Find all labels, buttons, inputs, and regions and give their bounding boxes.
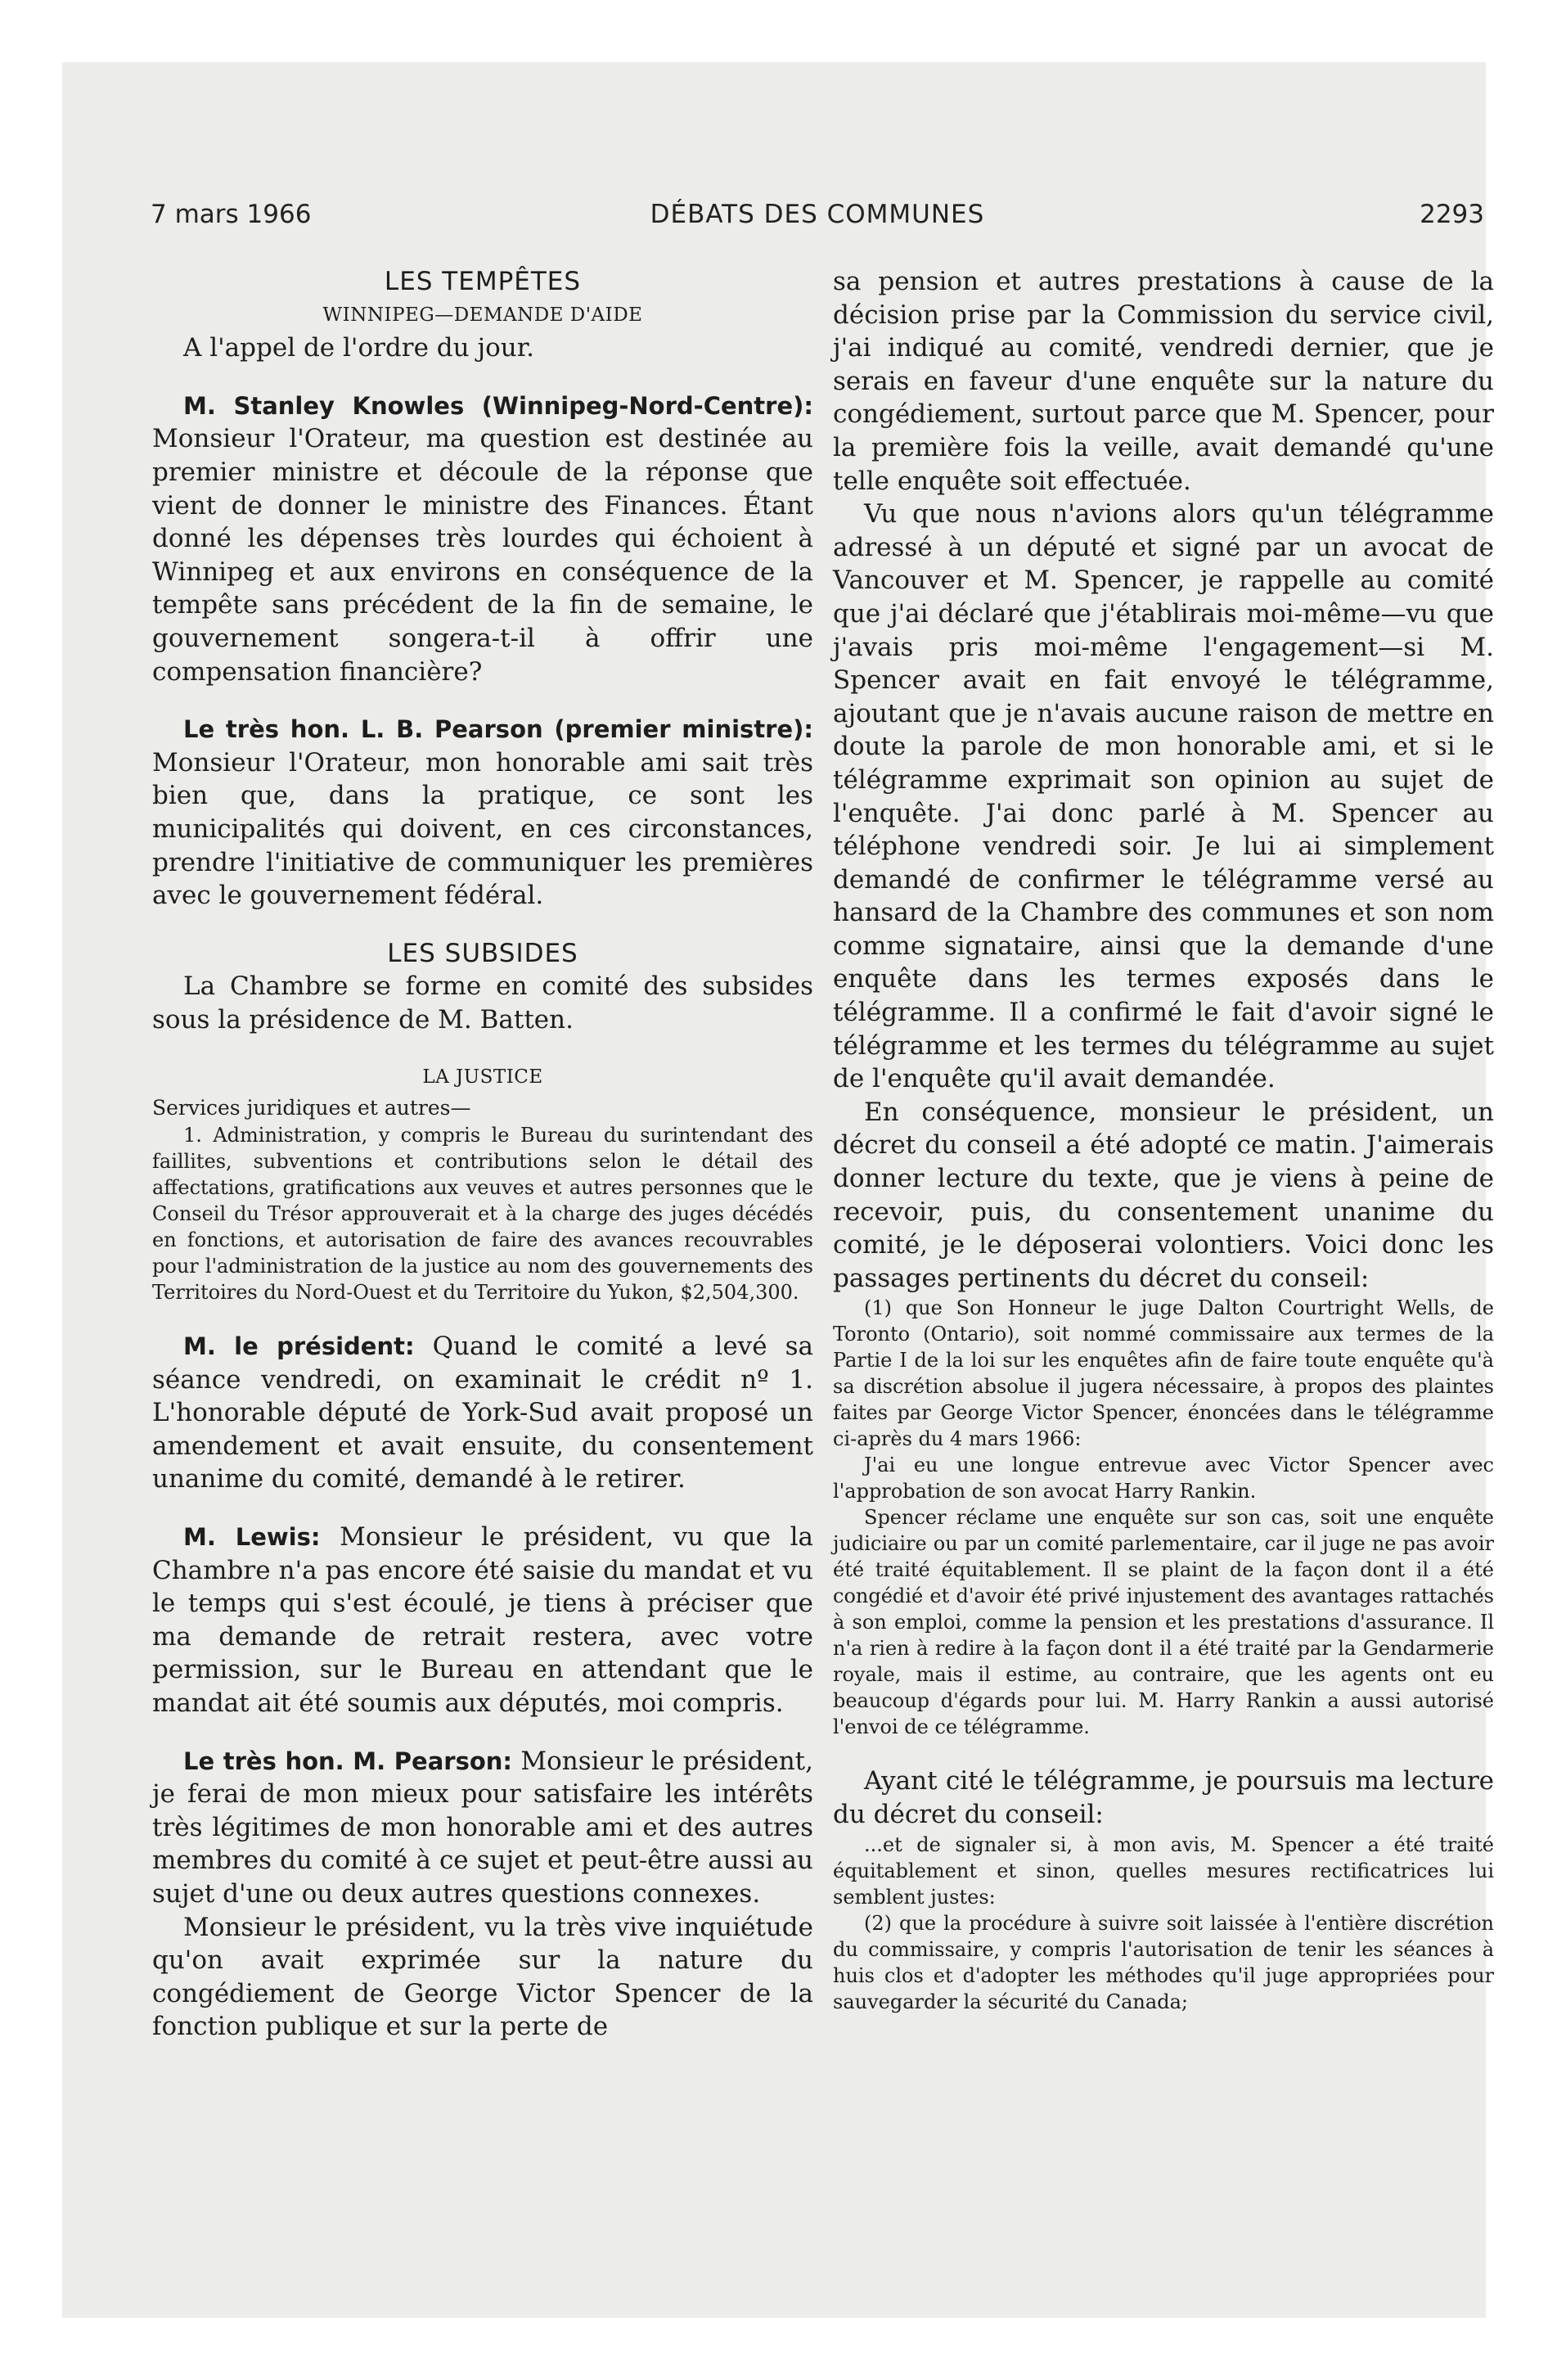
president-paragraph xyxy=(152,1330,813,1496)
pearson-text-1: Monsieur l'Orateur, mon honorable ami sait très bien que, dans la pratique, ce sont les municipalités qui doivent, en ces circonstances, prendre l'initiative de communiquer les premières avec le gouvernement fédéral. xyxy=(152,747,813,911)
page xyxy=(62,62,1494,2318)
pearson-paragraph-1 xyxy=(152,713,813,913)
quote-order-3: (2) que la procédure à suivre soit laissée à l'entière discrétion du commissaire, y compris l'autorisation de tenir les séances à huis clos et d'adopter les méthodes qu'il juge appropriées pour sauvegarder la sécurité du Canada; xyxy=(833,1911,1494,2013)
right-paragraph-2: Vu que nous n'avions alors qu'un télégramme adressé à un député et signé par un avocat de Vancouver et M. Spencer, je rappelle au comité que j'ai déclaré que j'établirais moi-même—vu que j'avais pris moi-même l'engagement—si M. Spencer avait en fait envoyé le télégramme, ajoutant que je n'avais aucune raison de mettre en doute la parole de mon honorable ami, et si le télégramme exprimait son opinion au sujet de l'enquête. J'ai donc parlé à M. Spencer au téléphone vendredi soir. Je lui ai simplement demandé de confirmer le télégramme versé au hansard de la Chambre des communes et son nom comme signataire, ainsi que la demande d'une enquête dans les termes exposés dans le télégramme. Il a confirmé le fait d'avoir signé le télégramme et les termes du télégramme au sujet de l'enquête qu'il avait demandée. xyxy=(833,499,1494,1094)
pearson-text-2: Monsieur le président, je ferai de mon mieux pour satisfaire les intérêts très légitimes de mon honorable ami et des autres membres du comité à ce sujet et peut-être aussi au sujet d'une ou deux autres questions connexes. xyxy=(152,1746,813,1909)
header-title: DÉBATS DES COMMUNES xyxy=(650,200,985,229)
right-column xyxy=(833,265,1494,2015)
header-date: 7 mars 1966 xyxy=(151,200,312,229)
speaker-pearson-2: Le très hon. M. Pearson: xyxy=(183,1747,512,1775)
pearson-paragraph-2 xyxy=(152,1745,813,1911)
pearson-paragraph-3: Monsieur le président, vu la très vive inquiétude qu'on avait exprimée sur la nature du congédiement de George Victor Spencer de la fonction publique et sur la perte de xyxy=(152,1912,813,2042)
quote-order-2: ...et de signaler si, à mon avis, M. Spencer a été traité équitablement et sinon, quelles mesures rectificatrices lui semblent justes: xyxy=(833,1832,1494,1909)
lewis-paragraph xyxy=(152,1521,813,1720)
section-heading-subsides: LES SUBSIDES xyxy=(387,938,578,968)
services-label: Services juridiques et autres— xyxy=(152,1096,471,1120)
quote-telegram-1: J'ai eu une longue entrevue avec Victor Spencer avec l'approbation de son avocat Harry Rankin. xyxy=(833,1454,1494,1503)
right-paragraph-3: En conséquence, monsieur le président, un décret du conseil a été adopté ce matin. J'aimerais donner lecture du texte, que je viens à peine de recevoir, puis, du consentement unanime du comité, je le déposerai volontiers. Voici donc les passages pertinents du décret du conseil: xyxy=(833,1097,1494,1293)
president-text: Quand le comité a levé sa séance vendredi, on examinait le crédit nº 1. L'honorable député de York-Sud avait proposé un amendement et avait ensuite, du consentement unanime du comité, demandé à le retirer. xyxy=(152,1332,813,1494)
section-heading-tempetes: LES TEMPÊTES xyxy=(384,267,582,296)
speaker-knowles: M. Stanley Knowles (Winnipeg-Nord-Centre): xyxy=(183,391,813,420)
speaker-president: M. le président: xyxy=(183,1332,415,1361)
left-column xyxy=(152,265,813,2044)
quote-order-1: (1) que Son Honneur le juge Dalton Courtright Wells, de Toronto (Ontario), soit nommé commissaire aux termes de la Partie I de la loi sur les enquêtes afin de faire toute enquête qu'à sa discrétion absolue il jugera nécessaire, à propos des plaintes faites par George Victor Spencer, énoncées dans le télégramme ci-après du 4 mars 1966: xyxy=(833,1296,1494,1451)
subheading-winnipeg: WINNIPEG—DEMANDE D'AIDE xyxy=(322,304,643,326)
knowles-paragraph xyxy=(152,390,813,688)
speaker-lewis: M. Lewis: xyxy=(183,1523,321,1552)
quote-telegram-2: Spencer réclame une enquête sur son cas, soit une enquête judiciaire ou par un comité parlementaire, car il juge ne pas avoir été traité équitablement. Il se plaint de la façon dont il a été congédié et d'avoir été privé injustement des avantages rattachés à son emploi, comme la pension et les prestations d'assurance. Il n'a rien à redire à la façon dont il a été traité par la Gendarmerie royale, mais il estime, au contraire, que les agents ont eu beaucoup d'égards pour lui. M. Harry Rankin a aussi autorisé l'envoi de ce télégramme. xyxy=(833,1506,1494,1739)
committee-paragraph: La Chambre se forme en comité des subsides sous la présidence de M. Batten. xyxy=(152,971,813,1034)
subheading-justice: LA JUSTICE xyxy=(422,1066,543,1089)
speaker-pearson-1: Le très hon. L. B. Pearson (premier ministre): xyxy=(183,715,813,744)
vote-item-1: 1. Administration, y compris le Bureau du surintendant des faillites, subventions et contributions selon le détail des affectations, gratifications aux veuves et autres personnes que le Conseil du Trésor approuverait et à la charge des juges décédés en fonctions, et autorisation de faire des avances recouvrables pour l'administration de la justice au nom des gouvernements des Territoires du Nord-Ouest et du Territoire du Yukon, $2,504,300. xyxy=(152,1124,813,1305)
page-number: 2293 xyxy=(1420,200,1484,229)
right-paragraph-1: sa pension et autres prestations à cause de la décision prise par la Commission du service civil, j'ai indiqué au comité, vendredi dernier, que je serais en faveur d'une enquête sur la nature du congédiement, surtout parce que M. Spencer, pour la première fois la veille, avait demandé qu'une telle enquête soit effectuée. xyxy=(833,267,1494,496)
knowles-text: Monsieur l'Orateur, ma question est destinée au premier ministre et découle de la réponse que vient de donner le ministre des Finances. Étant donné les dépenses très lourdes qui échoient à Winnipeg et aux environs en conséquence de la tempête sans précédent de la fin de semaine, le gouvernement songera-t-il à offrir une compensation financière? xyxy=(152,424,813,687)
right-paragraph-4: Ayant cité le télégramme, je poursuis ma lecture du décret du conseil: xyxy=(833,1766,1494,1829)
order-of-day: A l'appel de l'ordre du jour. xyxy=(183,333,534,363)
lewis-text: Monsieur le président, vu que la Chambre n'a pas encore été saisie du mandat et vu le temps qui s'est écoulé, je tiens à préciser que ma demande de retrait restera, avec votre permission, sur le Bureau en attendant que le mandat ait été soumis aux députés, moi compris. xyxy=(152,1522,814,1718)
page-header xyxy=(151,200,1484,236)
